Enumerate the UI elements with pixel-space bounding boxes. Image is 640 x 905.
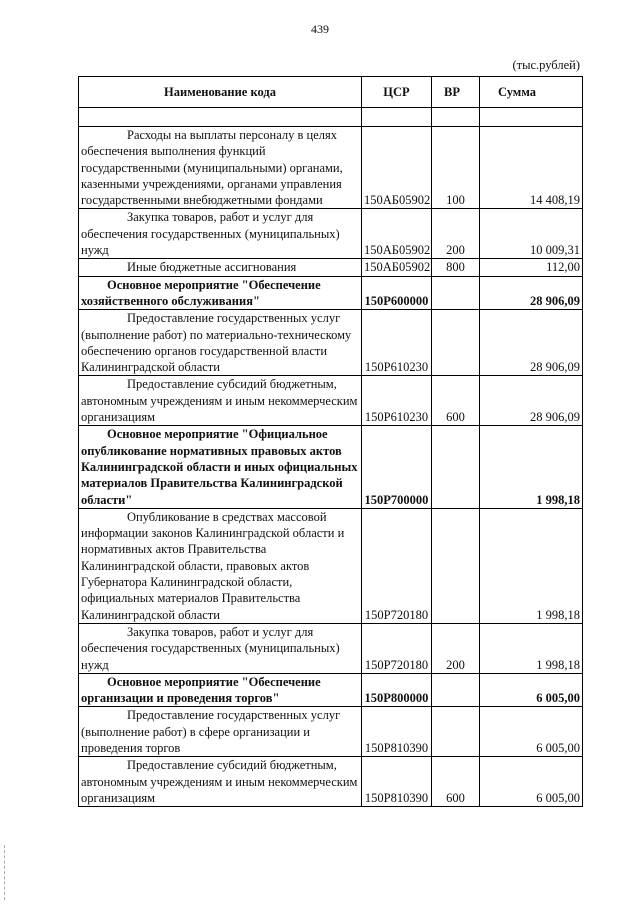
cell-name: Расходы на выплаты персоналу в целях обеспечения выполнения функций государственными (муниципальными) органами, казенными учреждениями, органами управления государственными внебюджетными фондами [79,127,362,209]
cell-name: Закупка товаров, работ и услуг для обеспечения государственных (муниципальных) нужд [79,209,362,259]
table-row [79,707,583,757]
cell-vr: 800 [432,259,480,276]
cell-name: Предоставление субсидий бюджетным, автономным учреждениям и иным некоммерческим организациям [79,376,362,426]
cell-sum: 28 906,09 [480,276,583,310]
cell-csr: 150Р720180 [362,508,432,623]
cell-name: Закупка товаров, работ и услуг для обеспечения государственных (муниципальных) нужд [79,623,362,673]
cell-name: Иные бюджетные ассигнования [79,259,362,276]
cell-sum: 28 906,09 [480,310,583,376]
cell-vr: 200 [432,209,480,259]
cell-sum: 6 005,00 [480,673,583,707]
table-row [79,426,583,508]
cell-csr: 150АБ05902 [362,209,432,259]
cell-name: Основное мероприятие "Обеспечение организации и проведения торгов" [79,673,362,707]
cell-csr: 150Р720180 [362,623,432,673]
budget-table [78,76,583,807]
cell-sum: 28 906,09 [480,376,583,426]
header-name: Наименование кода [79,77,362,108]
cell-vr [432,276,480,310]
table-row [79,310,583,376]
table-row [79,376,583,426]
cell-sum: 6 005,00 [480,707,583,757]
table-header-row [79,77,583,108]
cell-csr: 150Р810390 [362,757,432,807]
table-row [79,673,583,707]
cell-vr [432,673,480,707]
table-row [79,259,583,276]
cell-vr [432,426,480,508]
cell-vr [432,707,480,757]
cell-csr: 150Р810390 [362,707,432,757]
table-row [79,508,583,623]
cell-csr: 150Р700000 [362,426,432,508]
cell-sum: 1 998,18 [480,426,583,508]
cell-csr: 150Р600000 [362,276,432,310]
table-body [79,108,583,807]
table-row [79,276,583,310]
cell-csr: 150АБ05902 [362,127,432,209]
scan-edge-marks [4,845,6,900]
cell-vr: 600 [432,376,480,426]
header-vr: ВР [432,77,480,108]
cell-csr: 150Р610230 [362,376,432,426]
spacer-row [79,108,583,127]
cell-sum: 112,00 [480,259,583,276]
cell-name: Предоставление государственных услуг (выполнение работ) по материально-техническому обеспечению органов государственной власти Калининградской области [79,310,362,376]
cell-name: Предоставление субсидий бюджетным, автономным учреждениям и иным некоммерческим организациям [79,757,362,807]
cell-csr: 150Р800000 [362,673,432,707]
cell-name: Предоставление государственных услуг (выполнение работ) в сфере организации и проведения торгов [79,707,362,757]
page-number: 439 [311,22,329,36]
table-row [79,757,583,807]
cell-vr [432,310,480,376]
cell-sum: 10 009,31 [480,209,583,259]
cell-name: Основное мероприятие "Официальное опубликование нормативных правовых актов Калининградской области и иных официальных материалов Правительства Калининградской области" [79,426,362,508]
table-row [79,623,583,673]
cell-vr [432,508,480,623]
header-sum: Сумма [480,77,583,108]
cell-sum: 1 998,18 [480,508,583,623]
cell-csr: 150Р610230 [362,310,432,376]
cell-sum: 6 005,00 [480,757,583,807]
cell-vr: 600 [432,757,480,807]
cell-name: Основное мероприятие "Обеспечение хозяйственного обслуживания" [79,276,362,310]
table-row [79,127,583,209]
header-csr: ЦСР [362,77,432,108]
cell-vr: 200 [432,623,480,673]
cell-vr: 100 [432,127,480,209]
cell-sum: 1 998,18 [480,623,583,673]
cell-name: Опубликование в средствах массовой информации законов Калининградской области и нормативных актов Правительства Калининградской области, правовых актов Губернатора Калининградской области, официальных материалов Правительства Калининградской области [79,508,362,623]
table-row [79,209,583,259]
cell-csr: 150АБ05902 [362,259,432,276]
units-label: (тыс.рублей) [512,58,580,72]
cell-sum: 14 408,19 [480,127,583,209]
